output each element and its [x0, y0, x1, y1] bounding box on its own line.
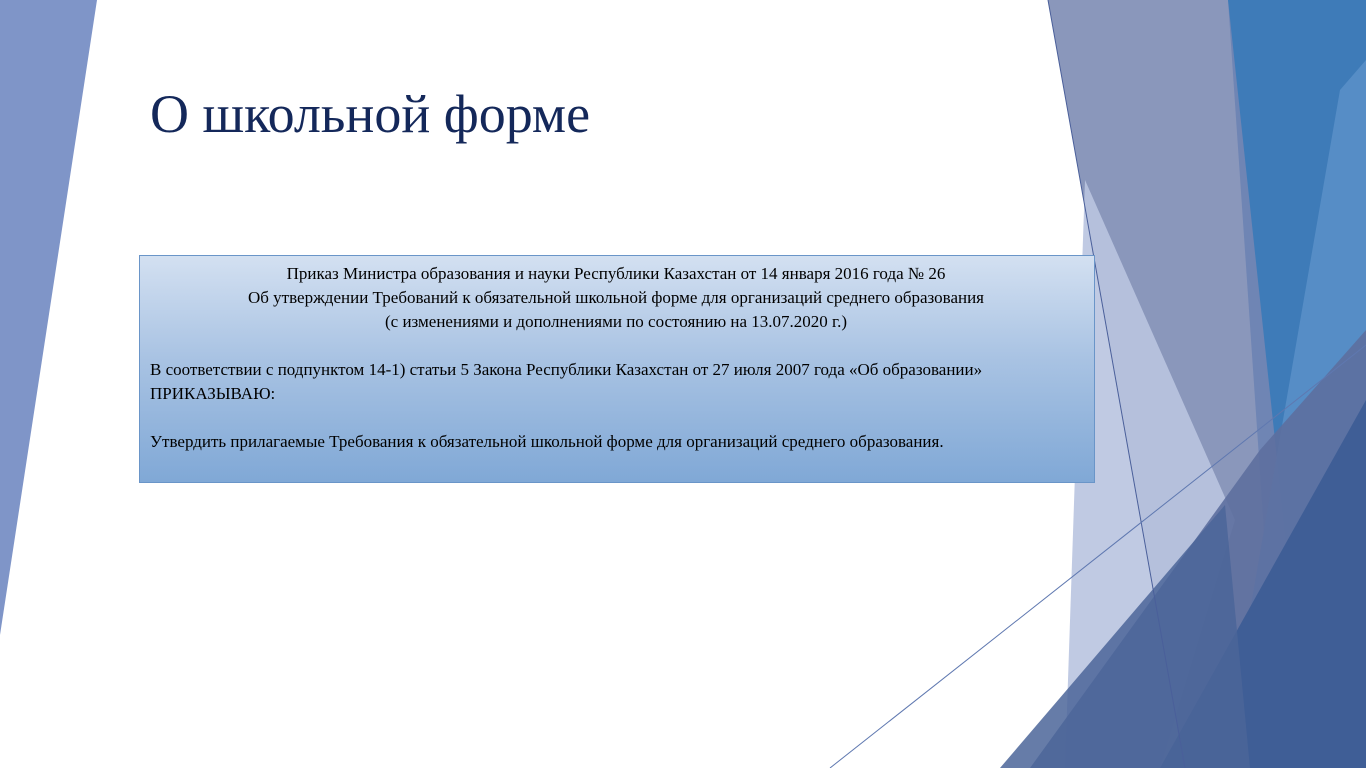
order-heading-line-2: Об утверждении Требований к обязательной школьной форме для организаций среднего образования [247, 288, 985, 307]
order-heading [150, 262, 1082, 334]
order-basis-paragraph: В соответствии с подпунктом 14-1) статьи 5 Закона Республики Казахстан от 27 июля 2007 года «Об образовании» ПРИКАЗЫВАЮ: [150, 360, 983, 403]
order-heading-line-1: Приказ Министра образования и науки Республики Казахстан от 14 января 2016 года № 26 [286, 264, 946, 283]
order-resolution-paragraph: Утвердить прилагаемые Требования к обязательной школьной форме для организаций среднего образования. [150, 432, 944, 451]
order-heading-line-3: (с изменениями и дополнениями по состоянию на 13.07.2020 г.) [384, 312, 848, 331]
order-text-box [139, 255, 1095, 483]
slide-title: О школьной форме [150, 84, 591, 144]
left-wedge-shape [0, 0, 97, 635]
